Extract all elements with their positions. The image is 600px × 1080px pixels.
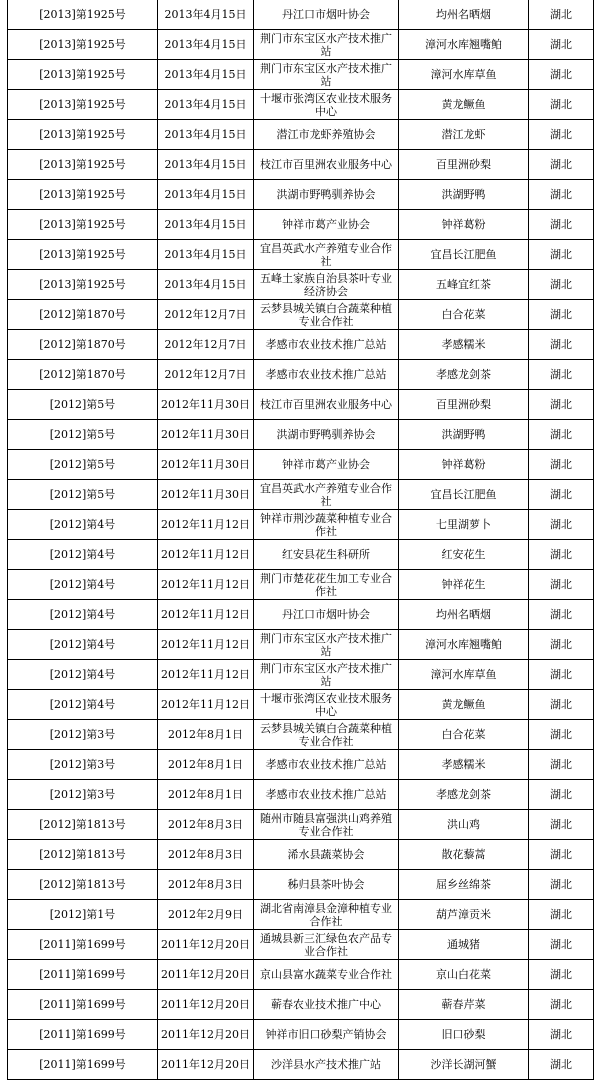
province-cell: 湖北 bbox=[529, 510, 594, 540]
province-cell: 湖北 bbox=[529, 150, 594, 180]
date-cell: 2012年8月1日 bbox=[158, 720, 254, 750]
province-cell: 湖北 bbox=[529, 30, 594, 60]
announcement-number-cell: [2012]第5号 bbox=[8, 390, 158, 420]
province-cell: 湖北 bbox=[529, 660, 594, 690]
date-cell: 2012年11月30日 bbox=[158, 420, 254, 450]
applicant-cell: 钟祥市旧口砂梨产销协会 bbox=[254, 1020, 399, 1050]
province-cell: 湖北 bbox=[529, 540, 594, 570]
announcement-number-cell: [2011]第1699号 bbox=[8, 1020, 158, 1050]
applicant-cell: 丹江口市烟叶协会 bbox=[254, 600, 399, 630]
applicant-cell: 钟祥市荆沙蔬菜种植专业合作社 bbox=[254, 510, 399, 540]
table-row bbox=[8, 660, 594, 690]
product-name-cell: 京山白花菜 bbox=[399, 960, 529, 990]
product-name-cell: 钟祥葛粉 bbox=[399, 450, 529, 480]
product-name-cell: 旧口砂梨 bbox=[399, 1020, 529, 1050]
date-cell: 2013年4月15日 bbox=[158, 60, 254, 90]
product-name-cell: 白合花菜 bbox=[399, 720, 529, 750]
product-name-cell: 黄龙鳜鱼 bbox=[399, 690, 529, 720]
applicant-cell: 云梦县城关镇白合蔬菜种植专业合作社 bbox=[254, 300, 399, 330]
product-name-cell: 漳河水库草鱼 bbox=[399, 60, 529, 90]
table-row bbox=[8, 0, 594, 30]
date-cell: 2012年2月9日 bbox=[158, 900, 254, 930]
announcement-number-cell: [2012]第5号 bbox=[8, 450, 158, 480]
applicant-cell: 红安县花生科研所 bbox=[254, 540, 399, 570]
announcement-number-cell: [2011]第1699号 bbox=[8, 930, 158, 960]
product-name-cell: 宜昌长江肥鱼 bbox=[399, 480, 529, 510]
table-row bbox=[8, 540, 594, 570]
date-cell: 2012年8月3日 bbox=[158, 870, 254, 900]
applicant-cell: 丹江口市烟叶协会 bbox=[254, 0, 399, 30]
table-row bbox=[8, 480, 594, 510]
table-row bbox=[8, 30, 594, 60]
applicant-cell: 蕲春农业技术推广中心 bbox=[254, 990, 399, 1020]
announcement-number-cell: [2012]第1870号 bbox=[8, 360, 158, 390]
table-row bbox=[8, 240, 594, 270]
product-name-cell: 蕲春芹菜 bbox=[399, 990, 529, 1020]
applicant-cell: 宜昌英武水产养殖专业合作社 bbox=[254, 240, 399, 270]
province-cell: 湖北 bbox=[529, 960, 594, 990]
province-cell: 湖北 bbox=[529, 270, 594, 300]
province-cell: 湖北 bbox=[529, 690, 594, 720]
table-row bbox=[8, 330, 594, 360]
date-cell: 2012年11月30日 bbox=[158, 390, 254, 420]
table-row bbox=[8, 90, 594, 120]
province-cell: 湖北 bbox=[529, 120, 594, 150]
date-cell: 2012年11月12日 bbox=[158, 600, 254, 630]
province-cell: 湖北 bbox=[529, 450, 594, 480]
applicant-cell: 沙洋县水产技术推广站 bbox=[254, 1050, 399, 1080]
province-cell: 湖北 bbox=[529, 60, 594, 90]
product-name-cell: 漳河水库翘嘴鲌 bbox=[399, 30, 529, 60]
applicant-cell: 枝江市百里洲农业服务中心 bbox=[254, 150, 399, 180]
product-name-cell: 散花藜蒿 bbox=[399, 840, 529, 870]
announcement-number-cell: [2012]第4号 bbox=[8, 570, 158, 600]
table-row bbox=[8, 360, 594, 390]
announcement-number-cell: [2013]第1925号 bbox=[8, 210, 158, 240]
announcement-number-cell: [2012]第4号 bbox=[8, 510, 158, 540]
product-name-cell: 均州名晒烟 bbox=[399, 0, 529, 30]
applicant-cell: 湖北省南漳县金漳种植专业合作社 bbox=[254, 900, 399, 930]
product-name-cell: 孝感龙剑茶 bbox=[399, 360, 529, 390]
date-cell: 2012年11月12日 bbox=[158, 570, 254, 600]
applicant-cell: 钟祥市葛产业协会 bbox=[254, 210, 399, 240]
date-cell: 2012年8月1日 bbox=[158, 780, 254, 810]
announcement-number-cell: [2013]第1925号 bbox=[8, 270, 158, 300]
applicant-cell: 五峰土家族自治县茶叶专业经济协会 bbox=[254, 270, 399, 300]
announcement-number-cell: [2012]第4号 bbox=[8, 660, 158, 690]
product-name-cell: 屈乡丝绵茶 bbox=[399, 870, 529, 900]
table-row bbox=[8, 300, 594, 330]
announcement-number-cell: [2012]第5号 bbox=[8, 480, 158, 510]
product-name-cell: 红安花生 bbox=[399, 540, 529, 570]
announcement-number-cell: [2012]第4号 bbox=[8, 690, 158, 720]
announcement-number-cell: [2012]第3号 bbox=[8, 720, 158, 750]
applicant-cell: 洪湖市野鸭驯养协会 bbox=[254, 180, 399, 210]
date-cell: 2012年11月30日 bbox=[158, 450, 254, 480]
applicant-cell: 随州市随县富强洪山鸡养殖专业合作社 bbox=[254, 810, 399, 840]
product-name-cell: 洪湖野鸭 bbox=[399, 420, 529, 450]
table-row bbox=[8, 270, 594, 300]
announcement-number-cell: [2012]第1813号 bbox=[8, 840, 158, 870]
province-cell: 湖北 bbox=[529, 360, 594, 390]
announcement-number-cell: [2013]第1925号 bbox=[8, 0, 158, 30]
date-cell: 2012年11月12日 bbox=[158, 630, 254, 660]
date-cell: 2011年12月20日 bbox=[158, 1020, 254, 1050]
province-cell: 湖北 bbox=[529, 600, 594, 630]
province-cell: 湖北 bbox=[529, 420, 594, 450]
announcement-number-cell: [2012]第4号 bbox=[8, 540, 158, 570]
announcement-number-cell: [2013]第1925号 bbox=[8, 150, 158, 180]
province-cell: 湖北 bbox=[529, 750, 594, 780]
product-name-cell: 百里洲砂梨 bbox=[399, 390, 529, 420]
table-row bbox=[8, 990, 594, 1020]
product-name-cell: 洪山鸡 bbox=[399, 810, 529, 840]
date-cell: 2013年4月15日 bbox=[158, 180, 254, 210]
product-name-cell: 潜江龙虾 bbox=[399, 120, 529, 150]
date-cell: 2012年11月30日 bbox=[158, 480, 254, 510]
province-cell: 湖北 bbox=[529, 720, 594, 750]
applicant-cell: 浠水县蔬菜协会 bbox=[254, 840, 399, 870]
announcement-number-cell: [2013]第1925号 bbox=[8, 180, 158, 210]
product-name-cell: 五峰宜红茶 bbox=[399, 270, 529, 300]
applicant-cell: 孝感市农业技术推广总站 bbox=[254, 780, 399, 810]
table-row bbox=[8, 900, 594, 930]
province-cell: 湖北 bbox=[529, 1020, 594, 1050]
table-row bbox=[8, 60, 594, 90]
applicant-cell: 宜昌英武水产养殖专业合作社 bbox=[254, 480, 399, 510]
product-name-cell: 七里湖萝卜 bbox=[399, 510, 529, 540]
province-cell: 湖北 bbox=[529, 870, 594, 900]
table-row bbox=[8, 510, 594, 540]
table-row bbox=[8, 1020, 594, 1050]
date-cell: 2013年4月15日 bbox=[158, 90, 254, 120]
product-name-cell: 百里洲砂梨 bbox=[399, 150, 529, 180]
announcement-number-cell: [2012]第1870号 bbox=[8, 300, 158, 330]
province-cell: 湖北 bbox=[529, 240, 594, 270]
announcement-number-cell: [2013]第1925号 bbox=[8, 30, 158, 60]
applicant-cell: 荆门市东宝区水产技术推广站 bbox=[254, 660, 399, 690]
table-row bbox=[8, 720, 594, 750]
product-name-cell: 黄龙鳜鱼 bbox=[399, 90, 529, 120]
announcement-number-cell: [2012]第4号 bbox=[8, 600, 158, 630]
date-cell: 2011年12月20日 bbox=[158, 1050, 254, 1080]
date-cell: 2011年12月20日 bbox=[158, 930, 254, 960]
province-cell: 湖北 bbox=[529, 480, 594, 510]
product-name-cell: 通城猪 bbox=[399, 930, 529, 960]
applicant-cell: 荆门市东宝区水产技术推广站 bbox=[254, 60, 399, 90]
province-cell: 湖北 bbox=[529, 570, 594, 600]
applicant-cell: 洪湖市野鸭驯养协会 bbox=[254, 420, 399, 450]
table-row bbox=[8, 690, 594, 720]
applicant-cell: 京山县富水蔬菜专业合作社 bbox=[254, 960, 399, 990]
announcement-number-cell: [2012]第1813号 bbox=[8, 870, 158, 900]
date-cell: 2013年4月15日 bbox=[158, 270, 254, 300]
product-name-cell: 沙洋长湖河蟹 bbox=[399, 1050, 529, 1080]
table-row bbox=[8, 630, 594, 660]
province-cell: 湖北 bbox=[529, 210, 594, 240]
province-cell: 湖北 bbox=[529, 180, 594, 210]
date-cell: 2013年4月15日 bbox=[158, 240, 254, 270]
table-row bbox=[8, 180, 594, 210]
table-row bbox=[8, 420, 594, 450]
table-row bbox=[8, 750, 594, 780]
date-cell: 2011年12月20日 bbox=[158, 960, 254, 990]
table-row bbox=[8, 1050, 594, 1080]
province-cell: 湖北 bbox=[529, 930, 594, 960]
announcement-number-cell: [2012]第1813号 bbox=[8, 810, 158, 840]
table-row bbox=[8, 840, 594, 870]
table-row bbox=[8, 960, 594, 990]
applicant-cell: 孝感市农业技术推广总站 bbox=[254, 330, 399, 360]
product-name-cell: 葫芦漳贡米 bbox=[399, 900, 529, 930]
product-name-cell: 孝感糯米 bbox=[399, 750, 529, 780]
announcement-number-cell: [2012]第1号 bbox=[8, 900, 158, 930]
date-cell: 2013年4月15日 bbox=[158, 150, 254, 180]
applicant-cell: 孝感市农业技术推广总站 bbox=[254, 360, 399, 390]
date-cell: 2012年12月7日 bbox=[158, 300, 254, 330]
province-cell: 湖北 bbox=[529, 1050, 594, 1080]
registration-table bbox=[7, 0, 594, 1080]
announcement-number-cell: [2011]第1699号 bbox=[8, 960, 158, 990]
product-name-cell: 洪湖野鸭 bbox=[399, 180, 529, 210]
province-cell: 湖北 bbox=[529, 990, 594, 1020]
province-cell: 湖北 bbox=[529, 90, 594, 120]
applicant-cell: 秭归县茶叶协会 bbox=[254, 870, 399, 900]
announcement-number-cell: [2013]第1925号 bbox=[8, 90, 158, 120]
applicant-cell: 云梦县城关镇白合蔬菜种植专业合作社 bbox=[254, 720, 399, 750]
province-cell: 湖北 bbox=[529, 630, 594, 660]
table-row bbox=[8, 450, 594, 480]
announcement-number-cell: [2012]第5号 bbox=[8, 420, 158, 450]
date-cell: 2012年11月12日 bbox=[158, 540, 254, 570]
date-cell: 2012年8月3日 bbox=[158, 810, 254, 840]
province-cell: 湖北 bbox=[529, 0, 594, 30]
product-name-cell: 漳河水库草鱼 bbox=[399, 660, 529, 690]
date-cell: 2012年11月12日 bbox=[158, 510, 254, 540]
date-cell: 2013年4月15日 bbox=[158, 0, 254, 30]
table-row bbox=[8, 210, 594, 240]
province-cell: 湖北 bbox=[529, 780, 594, 810]
announcement-number-cell: [2012]第1870号 bbox=[8, 330, 158, 360]
applicant-cell: 潜江市龙虾养殖协会 bbox=[254, 120, 399, 150]
date-cell: 2012年11月12日 bbox=[158, 690, 254, 720]
product-name-cell: 钟祥葛粉 bbox=[399, 210, 529, 240]
applicant-cell: 通城县新三汇绿色农产品专业合作社 bbox=[254, 930, 399, 960]
applicant-cell: 孝感市农业技术推广总站 bbox=[254, 750, 399, 780]
table-row bbox=[8, 120, 594, 150]
table-row bbox=[8, 150, 594, 180]
table-row bbox=[8, 390, 594, 420]
table-row bbox=[8, 870, 594, 900]
product-name-cell: 均州名晒烟 bbox=[399, 600, 529, 630]
province-cell: 湖北 bbox=[529, 810, 594, 840]
announcement-number-cell: [2012]第4号 bbox=[8, 630, 158, 660]
date-cell: 2013年4月15日 bbox=[158, 210, 254, 240]
date-cell: 2012年12月7日 bbox=[158, 360, 254, 390]
product-name-cell: 孝感糯米 bbox=[399, 330, 529, 360]
table-row bbox=[8, 600, 594, 630]
province-cell: 湖北 bbox=[529, 300, 594, 330]
date-cell: 2013年4月15日 bbox=[158, 120, 254, 150]
announcement-number-cell: [2012]第3号 bbox=[8, 780, 158, 810]
applicant-cell: 荆门市楚花花生加工专业合作社 bbox=[254, 570, 399, 600]
applicant-cell: 枝江市百里洲农业服务中心 bbox=[254, 390, 399, 420]
province-cell: 湖北 bbox=[529, 330, 594, 360]
province-cell: 湖北 bbox=[529, 840, 594, 870]
product-name-cell: 宜昌长江肥鱼 bbox=[399, 240, 529, 270]
applicant-cell: 十堰市张湾区农业技术服务中心 bbox=[254, 690, 399, 720]
province-cell: 湖北 bbox=[529, 390, 594, 420]
date-cell: 2012年11月12日 bbox=[158, 660, 254, 690]
table-row bbox=[8, 570, 594, 600]
product-name-cell: 漳河水库翘嘴鲌 bbox=[399, 630, 529, 660]
date-cell: 2012年12月7日 bbox=[158, 330, 254, 360]
applicant-cell: 十堰市张湾区农业技术服务中心 bbox=[254, 90, 399, 120]
announcement-number-cell: [2011]第1699号 bbox=[8, 1050, 158, 1080]
announcement-number-cell: [2013]第1925号 bbox=[8, 240, 158, 270]
table-row bbox=[8, 810, 594, 840]
table-row bbox=[8, 930, 594, 960]
announcement-number-cell: [2013]第1925号 bbox=[8, 60, 158, 90]
table-body bbox=[8, 0, 594, 1080]
province-cell: 湖北 bbox=[529, 900, 594, 930]
applicant-cell: 荆门市东宝区水产技术推广站 bbox=[254, 630, 399, 660]
announcement-number-cell: [2011]第1699号 bbox=[8, 990, 158, 1020]
announcement-number-cell: [2012]第3号 bbox=[8, 750, 158, 780]
applicant-cell: 钟祥市葛产业协会 bbox=[254, 450, 399, 480]
date-cell: 2013年4月15日 bbox=[158, 30, 254, 60]
product-name-cell: 钟祥花生 bbox=[399, 570, 529, 600]
date-cell: 2012年8月3日 bbox=[158, 840, 254, 870]
date-cell: 2011年12月20日 bbox=[158, 990, 254, 1020]
table-row bbox=[8, 780, 594, 810]
product-name-cell: 白合花菜 bbox=[399, 300, 529, 330]
applicant-cell: 荆门市东宝区水产技术推广站 bbox=[254, 30, 399, 60]
date-cell: 2012年8月1日 bbox=[158, 750, 254, 780]
product-name-cell: 孝感龙剑茶 bbox=[399, 780, 529, 810]
announcement-number-cell: [2013]第1925号 bbox=[8, 120, 158, 150]
